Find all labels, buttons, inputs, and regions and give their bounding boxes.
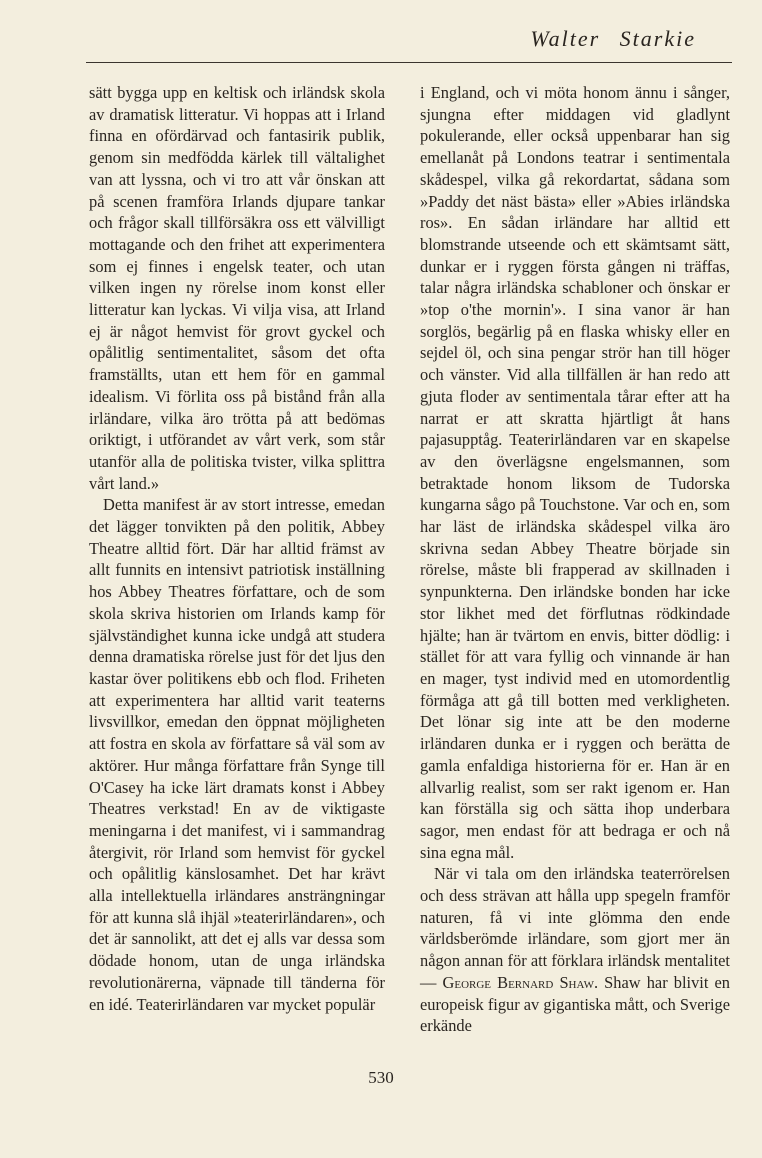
- paragraph-text-start: När vi tala om den irländska teaterrörelsen och dess strävan att hålla upp spegeln framför naturen, få vi inte glömma den ende världsberömde irländare, som gjort mer än någon annan för att förklara irländsk mentalitet —: [420, 864, 730, 992]
- page-header: [86, 0, 732, 63]
- left-column: [89, 82, 385, 1015]
- right-paragraph-2: [420, 863, 730, 1037]
- running-title: Walter Starkie: [530, 26, 696, 51]
- paragraph-text-end: . Shaw har blivit en europeisk figur av gigantiska mått, och Sverige erkände: [420, 972, 730, 1036]
- left-paragraph-2: Detta manifest är av stort intresse, emedan det lägger tonvikten på den politik, Abbey Theatre alltid fört. Där har alltid främst av allt funnits en intensivt patriotisk inställning hos Abbey Theatres författare, och de som skola skriva historien om Irlands kamp för självständighet kunna icke undgå att studera denna dramatiska rörelse just för det ljus den kastar över politikens ebb och flod. Friheten att experimentera har alltid varit teaterns livsvillkor, emedan den öppnat möjligheten att fostra en skola av författare så väl som av aktörer. Hur många författare från Synge till O'Casey ha icke lärt dramats konst i Abbey Theatres verkstad! En av de viktigaste meningarna i det manifest, vi i sammandrag återgivit, rör Irland som hemvist för gyckel och opålitlig känslosamhet. Det har krävt alla intellektuella irländares ansträngningar för att kunna slå ihjäl »teaterirländaren», och det är sannolikt, att det ej alls var dessa som dödade honom, utan de unga irländska revolutionärerna, väpnade till tänderna för en idé. Teaterirländaren var mycket populär: [89, 495, 385, 1014]
- right-column: [420, 82, 730, 1037]
- page-number: 530: [368, 1068, 394, 1087]
- author-name-smallcaps: George Bernard Shaw: [442, 972, 594, 992]
- right-paragraph-1: i England, och vi möta honom ännu i sånger, sjungna efter middagen vid gladlynt pokulerande, eller också uppenbarar han sig emellanåt på Londons teatrar i sentimentala skådespel, vilka gå rekordartat, sådana som »Paddy det näst bästa» eller »Abies irländska ros». En sådan irländare har alltid ett blomstrande utseende och ett skämtsamt sätt, dunkar er i ryggen första gången ni träffas, talar några irländska schabloner och önskar er »top o'the mornin'». I sina vanor är han sorglös, begärlig på en flaska whisky eller en sejdel öl, och sina pengar strör han till höger och vänster. Vid alla tillfällen är han redo att gjuta floder av sentimentala tårar efter att ha narrat er att skratta hjärtligt åt hans pajasupptåg. Teaterirländaren var en skapelse av den överlägsne engelsmannen, som betraktade honom liksom de Tudorska kungarna sågo på Touchstone. Var och en, som har läst de irländska skådespel vilka äro skrivna sedan Abbey Theatre började sin rörelse, måste bli frapperad av skillnaden i synpunkterna. Den irländske bonden har icke stor likhet med det förflutnas rödkindade hjälte; han är tvärtom en envis, bitter dödlig: i stället för att vara fyllig och vinnande är han en mager, tyst individ med en utomordentlig förmåga att gå till botten med verkligheten. Det lönar sig inte att be den moderne irländaren dunka er i ryggen och berätta de gamla enfaldiga historierna för er. Han är en allvarlig realist, som ser rakt igenom er. Han kan förställa sig och sätta ihop underbara sagor, men endast för att bedraga er och nå sina egna mål.: [420, 83, 730, 862]
- left-paragraph-1: sätt bygga upp en keltisk och irländsk skola av dramatisk litteratur. Vi hoppas att i Irland finna en ofördärvad och fantasirik publik, genom sin medfödda kärlek till vältalighet van att lyssna, och vi tro att vår önskan att på scenen framföra Irlands djupare tankar och frågor skall tillförsäkra oss ett välvilligt mottagande och den frihet att experimentera som ej finnes i engelsk teater, och utan vilken ingen ny rörelse inom konst eller litteratur kan lyckas. Vi vilja visa, att Irland ej är något hemvist för grovt gyckel och opålitlig sentimentalitet, såsom det ofta framställts, utan ett hem för en gammal idealism. Vi förlita oss på bistånd från alla irländare, vilka äro trötta på att bedömas oriktigt, i utförandet av vårt verk, som står utanför alla de politiska tvister, vilka splittra vårt land.»: [89, 83, 385, 493]
